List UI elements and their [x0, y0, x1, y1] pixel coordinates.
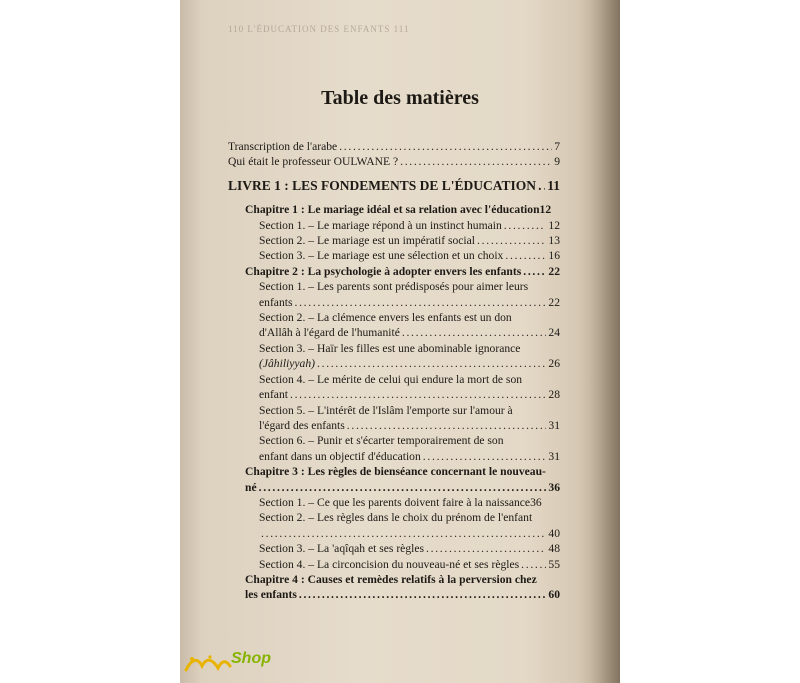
toc-section: Section 1. – Le mariage répond à un instinct humain . . . 12	[228, 218, 560, 233]
toc-entry: Qui était le professeur OULWANE ? . . . 9	[228, 154, 560, 169]
toc-chapter: Chapitre 2 : La psychologie à adopter envers les enfants . . . 22	[228, 264, 560, 279]
toc-section: Section 6. – Punir et s'écarter temporairement de son enfant dans un objectif d'éducation . . . 31	[228, 433, 560, 464]
page-title: Table des matières	[321, 87, 479, 109]
toc-section: Section 2. – Le mariage est un impératif social . . . 13	[228, 233, 560, 248]
toc-chapter: Chapitre 4 : Causes et remèdes relatifs à la perversion chez les enfants . . . 60	[228, 572, 560, 603]
toc-section: Section 2. – La clémence envers les enfants est un don d'Allâh à l'égard de l'humanité . . . 24	[228, 310, 560, 341]
toc-section: Section 3. – Le mariage est une sélection et un choix . . . 16	[228, 248, 560, 263]
toc-chapter: Chapitre 3 : Les règles de bienséance concernant le nouveau- né . . . 36	[228, 464, 560, 495]
toc-section: Section 4. – Le mérite de celui qui endure la mort de son enfant . . . 28	[228, 372, 560, 403]
toc-section: Section 1. – Ce que les parents doivent faire à la naissance 36	[259, 495, 542, 509]
toc-section: Section 1. – Les parents sont prédisposés pour aimer leurs enfants . . . 22	[228, 279, 560, 310]
toc-section: Section 5. – L'intérêt de l'Islâm l'emporte sur l'amour à l'égard des enfants . . . 31	[228, 403, 560, 434]
bleed-through-header: 110 L'ÉDUCATION DES ENFANTS 111	[228, 24, 410, 34]
toc-section: Section 3. – La 'aqîqah et ses règles . . . 48	[228, 541, 560, 556]
toc-livre: LIVRE 1 : LES FONDEMENTS DE L'ÉDUCATION . . . 11	[228, 178, 560, 193]
toc-section: Section 2. – Les règles dans le choix du prénom de l'enfant . . . 40	[228, 510, 560, 541]
toc-entry: Transcription de l'arabe . . . 7	[228, 139, 560, 154]
toc-chapter: Chapitre 1 : Le mariage idéal et sa relation avec l'éducation 12	[245, 203, 552, 217]
toc-section: Section 3. – Haïr les filles est une abominable ignorance (Jâhiliyyah) . . . 26	[228, 341, 560, 372]
logo-shop-text: Shop	[231, 650, 271, 667]
table-of-contents	[228, 139, 560, 603]
toc-section: Section 4. – La circoncision du nouveau-né et ses règles . . . 55	[228, 557, 560, 572]
